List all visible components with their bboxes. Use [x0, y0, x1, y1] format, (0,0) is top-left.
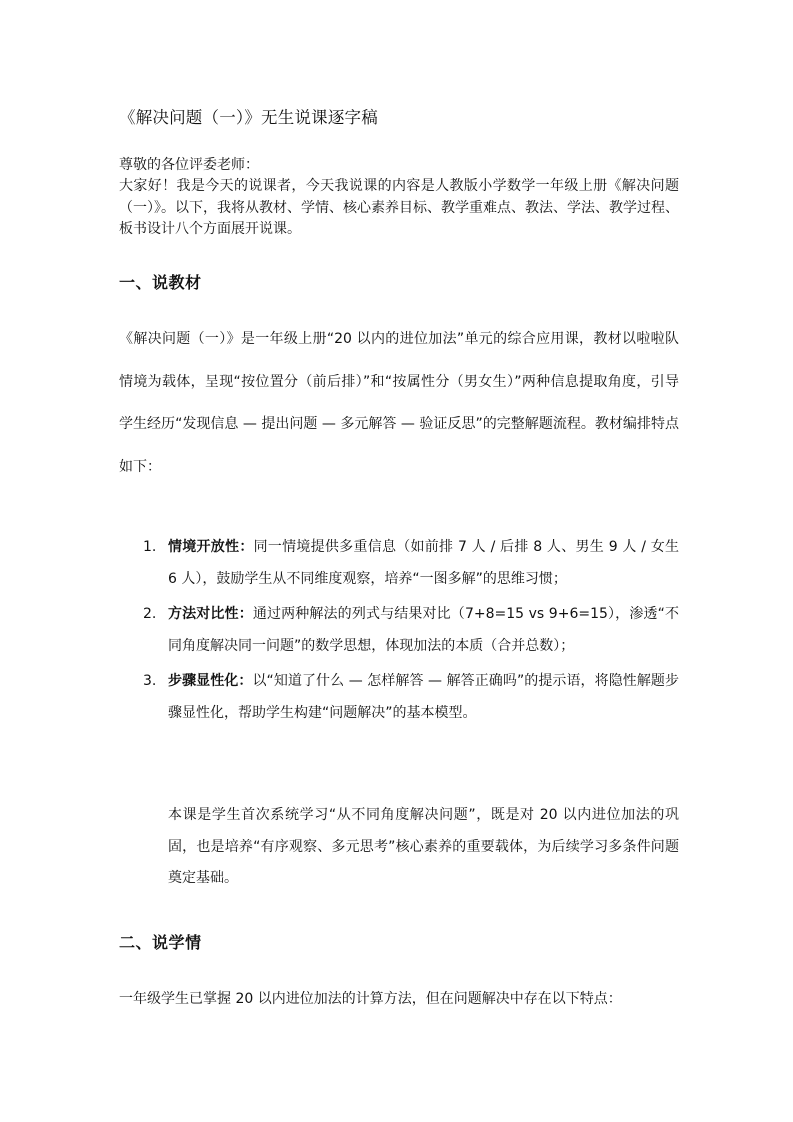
textbook-paragraph: 《解决问题（一）》是一年级上册“20 以内的进位加法”单元的综合应用课，教材以啦啦队情境为载体，呈现“按位置分（前后排）”和“按属性分（男女生）”两种信息提取角度，引导学生经历“发现信息 — 提出问题 — 多元解答 — 验证反思”的完整解题流程。教材编排特点如下： [119, 331, 679, 475]
list-item-term: 情境开放性： [168, 539, 254, 555]
list-item-term: 步骤显性化： [168, 673, 253, 689]
section-heading-textbook: 一、说教材 [119, 273, 202, 292]
students-paragraph: 一年级学生已掌握 20 以内进位加法的计算方法，但在问题解决中存在以下特点： [119, 991, 622, 1007]
document-title: 《解决问题（一）》无生说课逐字稿 [119, 108, 378, 127]
list-item-number: 1. [143, 539, 157, 555]
intro-paragraph: 大家好！我是今天的说课者，今天我说课的内容是人教版小学数学一年级上册《解决问题（一）》。以下，我将从教材、学情、核心素养目标、教学重难点、教法、学法、教学过程、板书设计八个方面展开说课。 [119, 178, 679, 237]
feature-list [143, 532, 679, 733]
list-item-text: 通过两种解法的列式与结果对比（7+8=15 vs 9+6=15），渗透“不同角度解决同一问题”的数学思想，体现加法的本质（合并总数）； [168, 606, 679, 654]
greeting-line: 尊敬的各位评委老师： [119, 157, 259, 173]
list-item-number: 2. [143, 606, 157, 622]
section-heading-students: 二、说学情 [119, 933, 202, 952]
list-item-text: 以“知道了什么 — 怎样解答 — 解答正确吗”的提示语，将隐性解题步骤显性化，帮助学生构建“问题解决”的基本模型。 [168, 673, 679, 721]
list-item-text: 同一情境提供多重信息（如前排 7 人 / 后排 8 人、男生 9 人 / 女生 6 人），鼓励学生从不同维度观察，培养“一图多解”的思维习惯； [168, 539, 680, 587]
list-item-number: 3. [143, 673, 157, 689]
list-item [143, 666, 679, 729]
list-item-term: 方法对比性： [168, 606, 253, 622]
summary-paragraph: 本课是学生首次系统学习“从不同角度解决问题”，既是对 20 以内进位加法的巩固，也是培养“有序观察、多元思考”核心素养的重要载体，为后续学习多条件问题奠定基础。 [168, 807, 679, 886]
list-item [143, 599, 679, 662]
list-item [143, 532, 679, 595]
